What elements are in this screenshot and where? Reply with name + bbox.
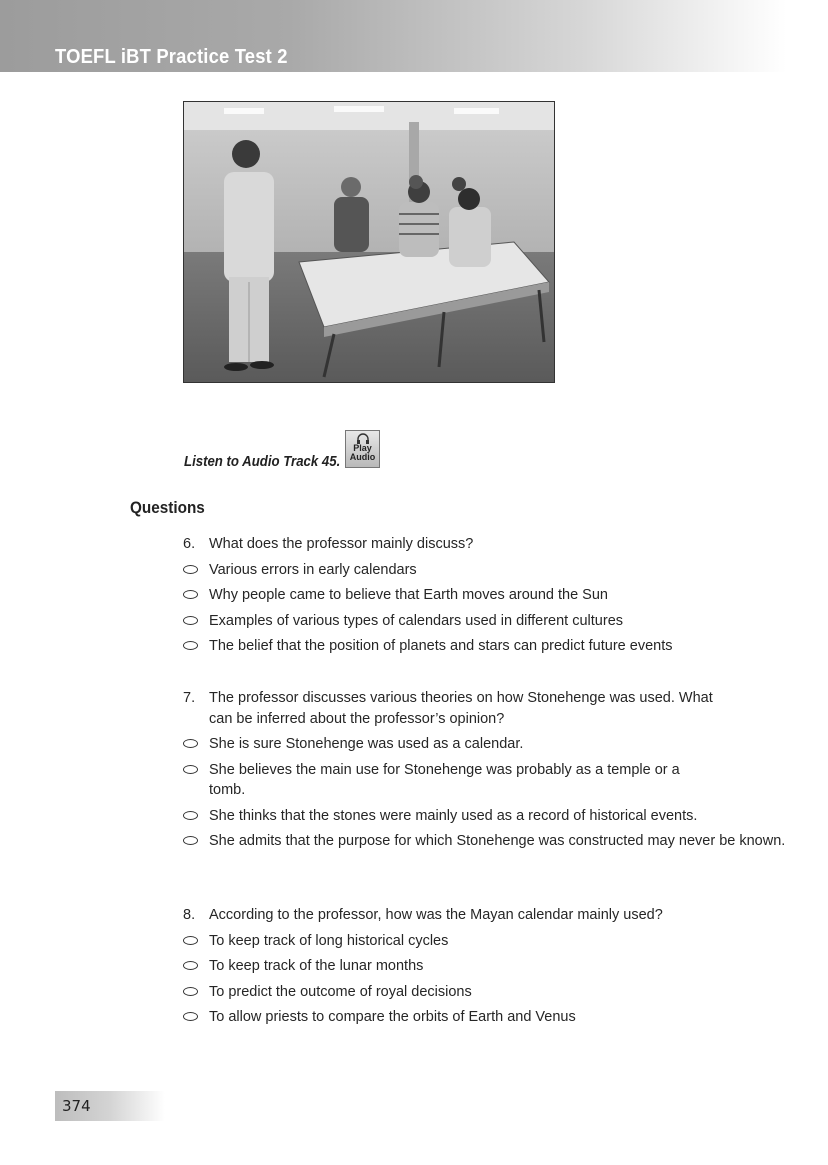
- play-audio-line1: Play: [353, 443, 372, 453]
- question-7: [183, 688, 786, 852]
- question-8: [183, 905, 783, 1028]
- answer-option[interactable]: [183, 734, 723, 755]
- radio-oval-icon[interactable]: [183, 641, 198, 650]
- question-text: The professor discusses various theories on how Stonehenge was used. What can be inferred about the professor’s opinion?: [209, 690, 713, 727]
- radio-oval-icon[interactable]: [183, 739, 198, 748]
- radio-oval-icon[interactable]: [183, 565, 198, 574]
- radio-oval-icon[interactable]: [183, 1012, 198, 1021]
- option-text: Examples of various types of calendars used in different cultures: [209, 612, 624, 629]
- question-number: 6.: [183, 536, 196, 552]
- question-text: According to the professor, how was the Mayan calendar mainly used?: [209, 907, 663, 923]
- page-number: 374: [62, 1097, 91, 1115]
- answer-option[interactable]: [183, 806, 809, 827]
- question-stem: [183, 534, 783, 555]
- play-audio-button[interactable]: [345, 430, 380, 468]
- answer-option[interactable]: [183, 611, 783, 632]
- question-6: [183, 534, 783, 657]
- option-text: To allow priests to compare the orbits of Earth and Venus: [209, 1009, 576, 1025]
- classroom-photo: [183, 101, 555, 383]
- radio-oval-icon[interactable]: [183, 961, 198, 970]
- radio-oval-icon[interactable]: [183, 765, 198, 774]
- radio-oval-icon[interactable]: [183, 811, 198, 820]
- option-text: She is sure Stonehenge was used as a calendar.: [209, 736, 524, 752]
- option-text: Why people came to believe that Earth moves around the Sun: [209, 587, 608, 603]
- radio-oval-icon[interactable]: [183, 590, 198, 599]
- answer-option[interactable]: [183, 585, 783, 606]
- answer-option[interactable]: [183, 1007, 783, 1028]
- radio-oval-icon[interactable]: [183, 987, 198, 996]
- answer-option[interactable]: [183, 931, 783, 952]
- question-stem: [183, 905, 783, 926]
- radio-oval-icon[interactable]: [183, 616, 198, 625]
- answer-option[interactable]: [183, 760, 709, 801]
- radio-oval-icon[interactable]: [183, 836, 198, 845]
- question-stem: [183, 688, 723, 729]
- answer-option[interactable]: [183, 560, 783, 581]
- option-text: Various errors in early calendars: [209, 561, 417, 578]
- audio-track-label: Listen to Audio Track 45.: [184, 453, 341, 470]
- play-audio-line2: Audio: [349, 452, 376, 462]
- answer-option[interactable]: [183, 636, 783, 657]
- radio-oval-icon[interactable]: [183, 936, 198, 945]
- answer-option[interactable]: [183, 982, 783, 1003]
- answer-option[interactable]: [183, 831, 809, 852]
- option-text: To keep track of the lunar months: [209, 958, 424, 974]
- answer-option[interactable]: [183, 956, 783, 977]
- option-text: She admits that the purpose for which Stonehenge was constructed may never be known.: [209, 833, 786, 849]
- page-title: TOEFL iBT Practice Test 2: [55, 46, 288, 68]
- option-text: To keep track of long historical cycles: [209, 932, 449, 949]
- question-number: 7.: [183, 690, 196, 706]
- question-number: 8.: [183, 907, 196, 923]
- question-text: What does the professor mainly discuss?: [209, 536, 474, 552]
- questions-heading: Questions: [130, 498, 205, 517]
- option-text: To predict the outcome of royal decisions: [209, 983, 472, 1000]
- option-text: She believes the main use for Stonehenge was probably as a temple or a tomb.: [209, 761, 680, 798]
- option-text: The belief that the position of planets and stars can predict future events: [209, 638, 673, 654]
- option-text: She thinks that the stones were mainly used as a record of historical events.: [209, 807, 698, 824]
